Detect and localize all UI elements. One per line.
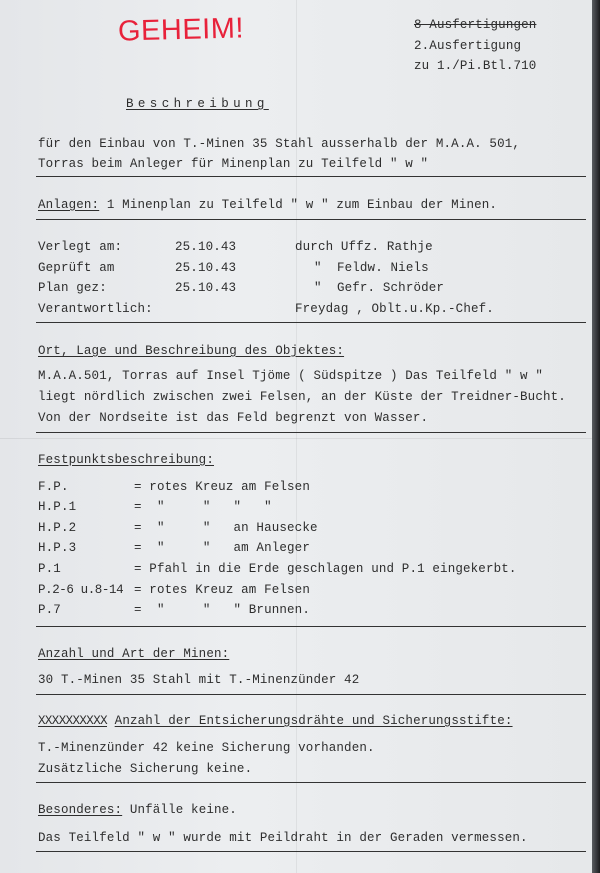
- mines-heading: Anzahl und Art der Minen:: [38, 647, 230, 661]
- page-edge-shadow: [592, 0, 600, 873]
- fixpoint-key: H.P.1: [38, 500, 77, 514]
- copies-total: 8 Ausfertigungen: [414, 18, 537, 32]
- plan-date: 25.10.43: [175, 281, 237, 295]
- responsible-by: Freydag , Oblt.u.Kp.-Chef.: [295, 302, 494, 316]
- fold-line-horizontal: [0, 438, 592, 439]
- special-heading: Besonderes:: [38, 803, 123, 817]
- fixpoint-key: P.2-6 u.8-14: [38, 583, 124, 597]
- checked-label: Geprüft am: [38, 261, 115, 275]
- plan-label: Plan gez:: [38, 281, 107, 295]
- special-line-2: Das Teilfeld " w " wurde mit Peildraht in der Geraden vermessen.: [38, 831, 528, 845]
- safety-struck-text: XXXXXXXXXX: [38, 714, 108, 728]
- location-heading: Ort, Lage und Beschreibung des Objektes:: [38, 344, 345, 358]
- safety-heading: Anzahl der Entsicherungsdrähte und Sicherungsstifte:: [114, 714, 513, 728]
- location-line-3: Von der Nordseite ist das Feld begrenzt von Wasser.: [38, 411, 429, 425]
- fixpoint-value: = rotes Kreuz am Felsen: [134, 583, 310, 597]
- fixpoint-value: = " " " Brunnen.: [134, 603, 310, 617]
- fixpoint-key: H.P.3: [38, 541, 77, 555]
- subject-line-1: für den Einbau von T.-Minen 35 Stahl ausserhalb der M.A.A. 501,: [38, 137, 521, 151]
- plan-by: " Gefr. Schröder: [314, 281, 445, 295]
- divider: [36, 219, 586, 220]
- fixpoint-value: = rotes Kreuz am Felsen: [134, 480, 310, 494]
- laying-by: durch Uffz. Rathje: [295, 240, 433, 254]
- special-text: Unfälle keine.: [129, 803, 237, 817]
- safety-line-2: Zusätzliche Sicherung keine.: [38, 762, 253, 776]
- responsible-label: Verantwortlich:: [38, 302, 153, 316]
- attachments-text: 1 Minenplan zu Teilfeld " w " zum Einbau der Minen.: [106, 198, 498, 212]
- fixpoint-value: = " " an Hausecke: [134, 521, 318, 535]
- divider: [36, 176, 586, 177]
- fixpoint-key: F.P.: [38, 480, 69, 494]
- fixpoint-value: = Pfahl in die Erde geschlagen und P.1 eingekerbt.: [134, 562, 517, 576]
- subject-line-2: Torras beim Anleger für Minenplan zu Teilfeld " w ": [38, 157, 429, 171]
- fixpoints-heading: Festpunktsbeschreibung:: [38, 453, 214, 467]
- mines-text: 30 T.-Minen 35 Stahl mit T.-Minenzünder 42: [38, 673, 360, 687]
- divider: [36, 851, 586, 852]
- safety-heading-row: [38, 713, 513, 729]
- laying-label: Verlegt am:: [38, 240, 123, 254]
- fixpoint-key: H.P.2: [38, 521, 77, 535]
- divider: [36, 694, 586, 695]
- secret-stamp: GEHEIM!: [117, 12, 245, 48]
- divider: [36, 626, 586, 627]
- document-title: Beschreibung: [126, 97, 269, 111]
- safety-line-1: T.-Minenzünder 42 keine Sicherung vorhanden.: [38, 741, 375, 755]
- attachments-row: [38, 197, 497, 213]
- location-line-2: liegt nördlich zwischen zwei Felsen, an der Küste der Treidner-Bucht.: [38, 390, 566, 404]
- copy-number: 2.Ausfertigung: [414, 39, 522, 53]
- laying-date: 25.10.43: [175, 240, 237, 254]
- special-row: [38, 802, 237, 818]
- fixpoint-key: P.1: [38, 562, 61, 576]
- fixpoint-value: = " " am Anleger: [134, 541, 310, 555]
- divider: [36, 432, 586, 433]
- divider: [36, 322, 586, 323]
- checked-by: " Feldw. Niels: [314, 261, 429, 275]
- divider: [36, 782, 586, 783]
- attachments-label: Anlagen:: [38, 198, 100, 212]
- location-line-1: M.A.A.501, Torras auf Insel Tjöme ( Südspitze ) Das Teilfeld " w ": [38, 369, 543, 383]
- copy-recipient: zu 1./Pi.Btl.710: [414, 59, 537, 73]
- fixpoint-key: P.7: [38, 603, 61, 617]
- checked-date: 25.10.43: [175, 261, 237, 275]
- fixpoint-value: = " " " ": [134, 500, 272, 514]
